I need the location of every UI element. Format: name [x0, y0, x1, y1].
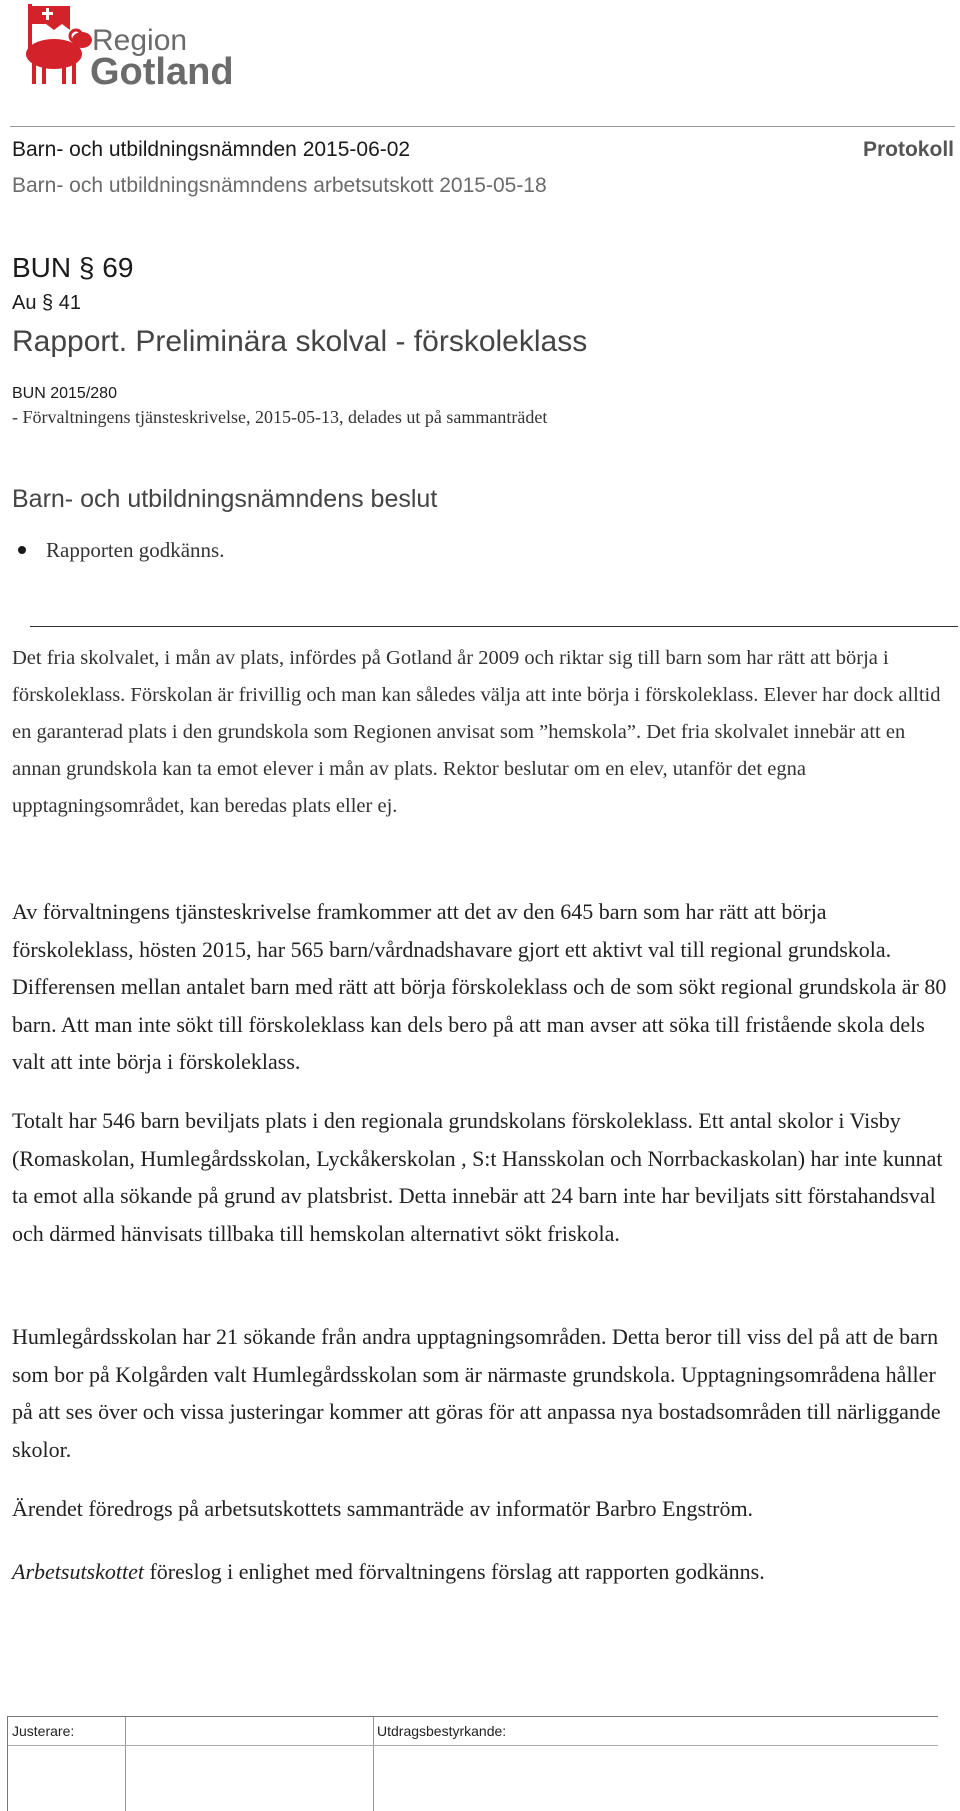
body-paragraph-4: Humlegårdsskolan har 21 sökande från andra upptagningsområden. Detta beror till viss del på att de barn som bor på Kolgården valt Humlegårdsskolan som är närmaste grundskola. Upptagningsområdena håller på att ses över och vissa justeringar kommer att göras för att anpassa nya bostadsområden till närliggande skolor.: [12, 1324, 941, 1462]
body-paragraph-5: Ärendet föredrogs på arbetsutskottets sammanträde av informatör Barbro Engström.: [12, 1496, 754, 1521]
bun-paragraph-number: BUN § 69: [12, 252, 134, 283]
body-paragraph-2: Av förvaltningens tjänsteskrivelse framkommer att det av den 645 barn som har rätt att börja förskoleklass, hösten 2015, har 565 barn/vårdnadshavare gjort ett aktivt val till regional grundskola. Differensen mellan antalet barn med rätt att börja förskoleklass och de som sökt regional grundskola är 80 barn. Att man inte sökt till förskoleklass kan dels bero på att man avser att söka till fristående skola dels valt att inte börja i förskoleklass.: [12, 899, 947, 1074]
attachment-note: - Förvaltningens tjänsteskrivelse, 2015-05-13, delades ut på sammanträdet: [12, 407, 548, 427]
logo-text-region: Region: [92, 24, 188, 57]
document-type: Protokoll: [862, 138, 954, 161]
case-number: BUN 2015/280: [12, 385, 117, 402]
signature-cell-justerare: [8, 1717, 126, 1811]
au-paragraph-number: Au § 41: [12, 292, 81, 314]
decision-heading: Barn- och utbildningsnämndens beslut: [12, 485, 438, 513]
ram-emblem-icon: [26, 4, 92, 84]
signature-row-divider: [8, 1745, 938, 1746]
body-paragraph-1: Det fria skolvalet, i mån av plats, infördes på Gotland år 2009 och riktar sig till barn som har rätt att börja i förskoleklass. Förskolan är frivillig och man kan således välja att inte börja i förskoleklass. Elever har dock alltid en garanterad plats i den grundskola som Regionen anvisat som ”hemskola”. Det fria skolvalet innebär att en annan grundskola kan ta emot elever i mån av plats. Rektor beslutar om en elev, utanför det egna upptagningsområdet, kan beredas plats eller ej.: [12, 647, 941, 817]
header-divider: [10, 126, 955, 127]
committee-name-italic: Arbetsutskottet: [12, 1559, 144, 1584]
subcommittee-heading: Barn- och utbildningsnämndens arbetsutskott 2015-05-18: [12, 174, 547, 197]
bullet-icon: [18, 546, 26, 554]
signature-cell-blank: [125, 1717, 374, 1811]
body-paragraph-3: Totalt har 546 barn beviljats plats i den regionala grundskolans förskoleklass. Ett antal skolor i Visby (Romaskolan, Humlegårdsskolan, Lyckåkerskolan , S:t Hansskolan och Norrbackaskolan) har inte kunnat ta emot alla sökande på grund av platsbrist. Detta innebär att 24 barn inte har beviljats sitt förstahandsval och därmed hänvisats tillbaka till hemskolan alternativt sökt friskola.: [12, 1108, 943, 1246]
meeting-heading: Barn- och utbildningsnämnden 2015-06-02: [12, 138, 411, 161]
body-divider: [30, 626, 958, 627]
item-title: Rapport. Preliminära skolval - förskoleklass: [12, 325, 588, 358]
body-paragraph-6-rest: föreslog i enlighet med förvaltningens förslag att rapporten godkänns.: [143, 1559, 765, 1584]
utdragsbestyrkande-label: Utdragsbestyrkande:: [377, 1723, 507, 1739]
region-gotland-logo: [10, 2, 250, 92]
decision-item-text: Rapporten godkänns.: [46, 538, 225, 562]
signature-table: [7, 1716, 938, 1811]
decision-bullet-item: [18, 538, 224, 563]
signature-cell-utdrag: [373, 1717, 938, 1811]
justerare-label: Justerare:: [12, 1723, 75, 1739]
body-paragraph-6: [12, 1553, 950, 1591]
logo-text-gotland: Gotland: [90, 51, 234, 92]
